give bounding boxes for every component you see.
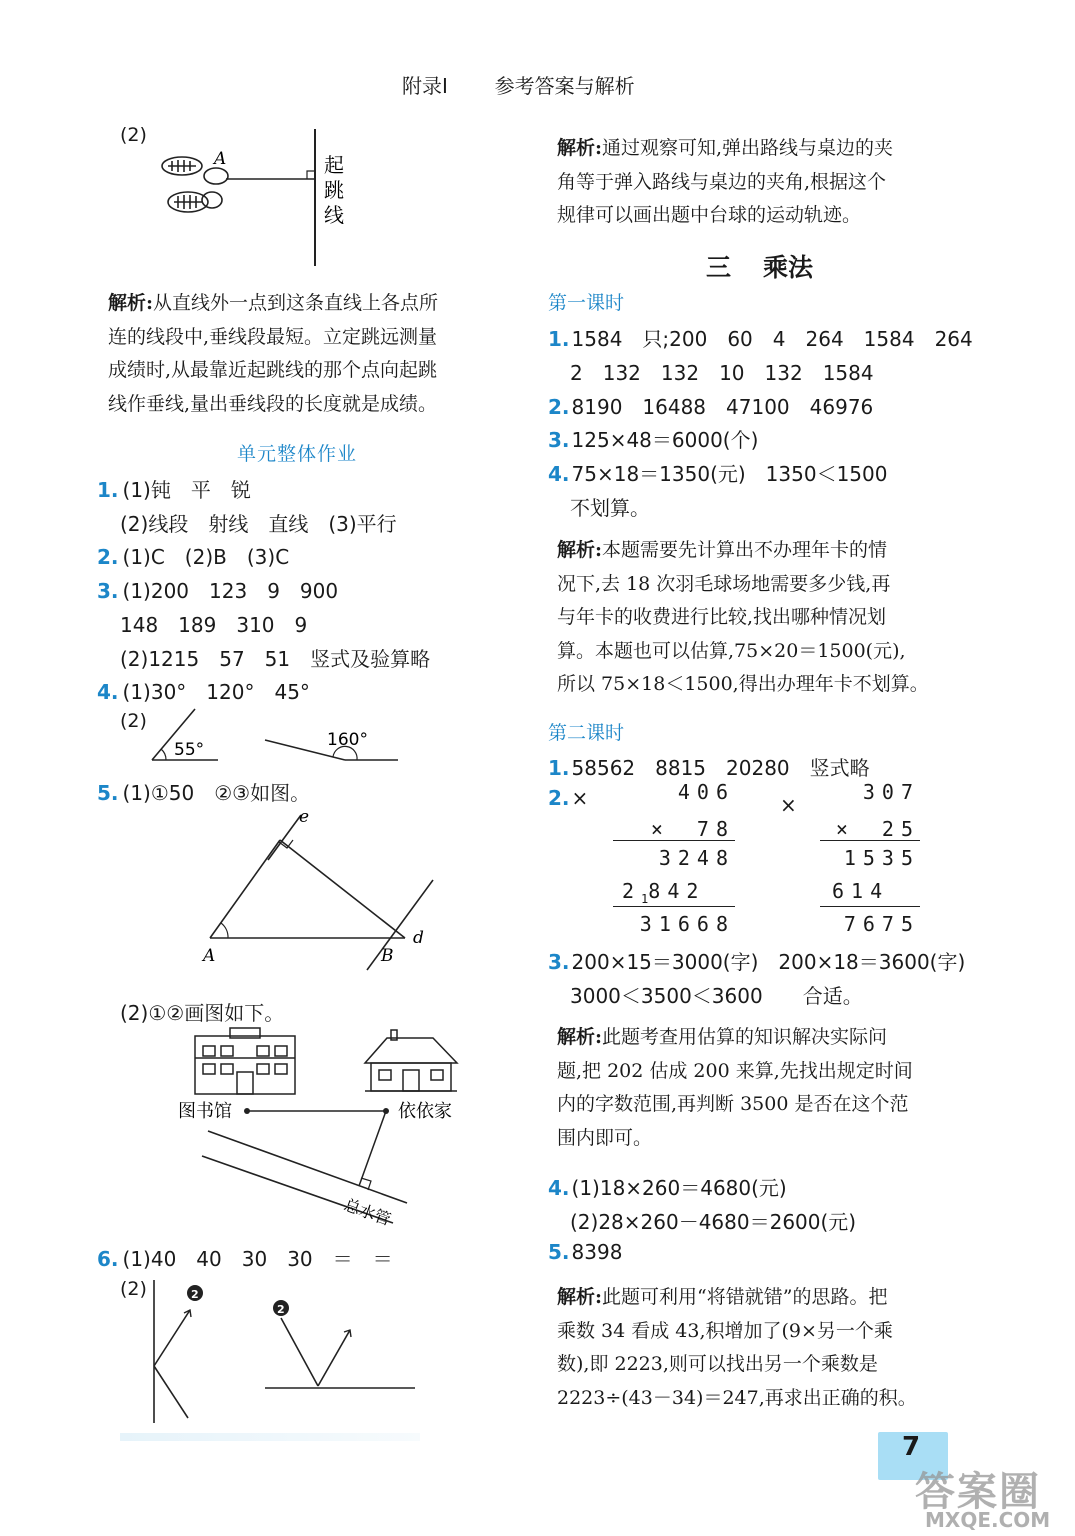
angle-figures bbox=[140, 705, 410, 765]
q3-answer-1: 3. (1)200 123 9 900 bbox=[97, 579, 339, 603]
q4-answer-2: (2) bbox=[120, 710, 147, 732]
calc1-top: 406 bbox=[677, 780, 735, 804]
header-title: 参考答案与解析 bbox=[494, 74, 635, 98]
l1-q1-answer-1: 1. 1584 只;200 60 4 264 1584 264 bbox=[548, 327, 973, 351]
l2-q4-answer-2: (2)28×260－4680＝2600(元) bbox=[570, 1210, 857, 1234]
svg-text:2: 2 bbox=[191, 1288, 199, 1301]
calc2-top: 307 bbox=[862, 780, 920, 804]
calc2-result: 7675 bbox=[843, 912, 920, 936]
calc1-result: 31668 bbox=[639, 912, 735, 936]
angle-55: 55° bbox=[174, 740, 205, 760]
lesson2-title: 第二课时 bbox=[548, 722, 625, 744]
q1-answer-1: 1. (1)钝 平 锐 bbox=[97, 478, 251, 502]
analysis-label: 解析: bbox=[108, 292, 154, 314]
svg-text:2: 2 bbox=[277, 1303, 285, 1316]
unit-title: 单元整体作业 bbox=[237, 443, 358, 465]
header bbox=[402, 70, 635, 99]
library-icon bbox=[195, 1028, 295, 1094]
calc2-partial2: 614 bbox=[832, 879, 890, 903]
calc2-partial1: 1535 bbox=[843, 846, 920, 870]
l2-q3-answer-2: 3000＜3500＜3600 合适。 bbox=[570, 984, 863, 1008]
q3-answer-3: (2)1215 57 51 竖式及验算略 bbox=[120, 647, 431, 671]
q1-answer-2: (2)线段 射线 直线 (3)平行 bbox=[120, 512, 397, 536]
l2-q2-label: 2. × bbox=[548, 786, 589, 810]
line-label-2: 跳 bbox=[324, 178, 344, 202]
q4-answer-1: 4. (1)30° 120° 45° bbox=[97, 680, 310, 704]
l2-q5-answer: 5. 8398 bbox=[548, 1240, 623, 1264]
library-label: 图书馆 bbox=[178, 1101, 232, 1122]
watermark-logo: 答案圈 bbox=[915, 1469, 1041, 1515]
analysis-block-top: 解析:通过观察可知,弹出路线与桌边的夹 角等于弹入路线与桌边的夹角,根据这个 规律可以画出题中台球的运动轨迹。 bbox=[557, 137, 894, 226]
page-number: 7 bbox=[902, 1432, 921, 1462]
l2-q1-answer: 1. 58562 8815 20280 竖式略 bbox=[548, 756, 870, 780]
calc1-line1 bbox=[613, 840, 735, 841]
q2-answer: 2. (1)C (2)B (3)C bbox=[97, 545, 290, 569]
q6-answer-2: (2) bbox=[120, 1278, 147, 1300]
house-icon bbox=[365, 1030, 457, 1091]
analysis-block-lesson1: 解析:本题需要先计算出不办理年卡的情 况下,去 18 次羽毛球场地需要多少钱,再 与年卡的收费进行比较,找出哪种情况划 算。本题也可以估算,75×20＝1500(元), 所以 75×18＜1500,得出办理年卡不划算。 bbox=[557, 539, 929, 695]
calc2-line2 bbox=[820, 906, 920, 907]
l1-q1-answer-2: 2 132 132 10 132 1584 bbox=[570, 361, 874, 385]
analysis-block-lesson2-1: 解析:此题考查用估算的知识解决实际问 题,把 202 估成 200 来算,先找出规定时间 内的字数范围,再判断 3500 是否在这个范 围内即可。 bbox=[557, 1026, 913, 1149]
line-label-1: 起 bbox=[324, 153, 344, 177]
footer-decoration bbox=[120, 1433, 420, 1441]
lesson1-title: 第一课时 bbox=[548, 292, 625, 314]
triangle-figure bbox=[195, 807, 445, 975]
calc2-line1 bbox=[820, 840, 920, 841]
l2-q2-cross2: × bbox=[780, 793, 797, 817]
home-label: 依依家 bbox=[398, 1101, 452, 1122]
l2-q3-answer-1: 3. 200×15＝3000(字) 200×18＝3600(字) bbox=[548, 950, 966, 974]
calc2-mul: × 25 bbox=[835, 817, 920, 841]
line-e: e bbox=[299, 807, 310, 827]
calc1-line2 bbox=[613, 906, 735, 907]
q3-answer-2: 148 189 310 9 bbox=[120, 613, 308, 637]
point-a2: A bbox=[203, 946, 216, 966]
long-jump-figure bbox=[150, 124, 360, 274]
analysis-block-1: 解析:从直线外一点到这条直线上各点所 连的线段中,垂线段最短。立定跳远测量 成绩时,从最靠近起跳线的那个点向起跳 线作垂线,量出垂线段的长度就是成绩。 bbox=[108, 292, 439, 415]
point-a: A bbox=[214, 149, 227, 169]
chapter-title: 三 乘法 bbox=[706, 253, 814, 282]
angle-160: 160° bbox=[327, 730, 368, 750]
fig-a-label: (2) bbox=[120, 124, 147, 146]
analysis-block-lesson2-2: 解析:此题可利用“将错就错”的思路。把 乘数 34 看成 43,积增加了(9×另一个乘 数),即 2223,则可以找出另一个乘数是 2223÷(43－34)＝247,再求出正确的积。 bbox=[557, 1286, 917, 1409]
calc1-partial1: 3248 bbox=[658, 846, 735, 870]
l1-q2-answer: 2. 8190 16488 47100 46976 bbox=[548, 395, 874, 419]
map-figure bbox=[175, 1028, 475, 1230]
pipe-label: 总水管 bbox=[341, 1194, 394, 1230]
appendix-label: 附录Ⅰ bbox=[402, 74, 448, 98]
l1-q3-answer: 3. 125×48＝6000(个) bbox=[548, 428, 759, 452]
calc1-partial2: $2_1842$ bbox=[622, 879, 706, 906]
l1-q4-answer-1: 4. 75×18＝1350(元) 1350＜1500 bbox=[548, 462, 888, 486]
line-d: d bbox=[413, 928, 424, 948]
q5-answer-2: (2)①②画图如下。 bbox=[120, 1001, 285, 1025]
q6-answer-1: 6. (1)40 40 30 30 ＝ ＝ bbox=[97, 1247, 393, 1271]
l2-q4-answer-1: 4. (1)18×260＝4680(元) bbox=[548, 1176, 787, 1200]
watermark-url: MXQE.COM bbox=[925, 1508, 1051, 1532]
billiard-figure bbox=[150, 1278, 420, 1428]
point-b: B bbox=[381, 946, 394, 966]
calc1-mul: × 78 bbox=[650, 817, 735, 841]
line-label-3: 线 bbox=[324, 203, 344, 227]
q5-answer-1: 5. (1)①50 ②③如图。 bbox=[97, 781, 311, 805]
l1-q4-answer-2: 不划算。 bbox=[570, 496, 650, 520]
